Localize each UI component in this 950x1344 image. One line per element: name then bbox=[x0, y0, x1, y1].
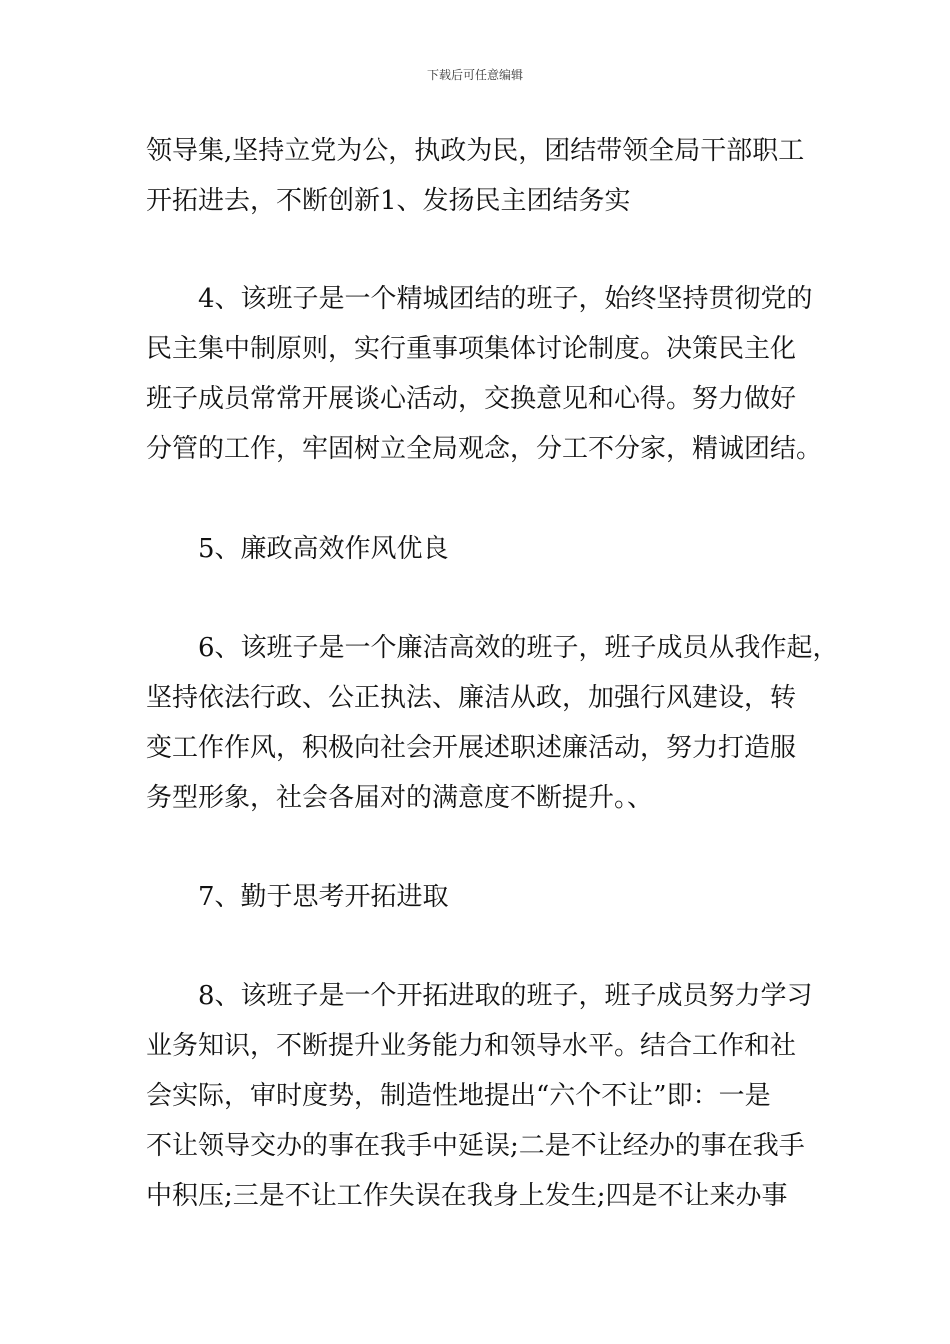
paragraph-line: 7、勤于思考开拓进取 bbox=[198, 882, 449, 912]
paragraph-line: 6、该班子是一个廉洁高效的班子，班子成员从我作起， bbox=[198, 633, 839, 663]
paragraph-line: 开拓进去，不断创新1、发扬民主团结务实 bbox=[146, 186, 631, 216]
paragraph-line: 会实际，审时度势，制造性地提出“六个不让”即：一是 bbox=[146, 1081, 771, 1111]
paragraph-2 bbox=[146, 274, 823, 474]
paragraph-line: 8、该班子是一个开拓进取的班子，班子成员努力学习 bbox=[198, 981, 813, 1011]
paragraph-line: 班子成员常常开展谈心活动，交换意见和心得。努力做好 bbox=[146, 384, 797, 414]
paragraph-8 bbox=[146, 971, 811, 1221]
paragraph-line: 务型形象，社会各届对的满意度不断提升。、 bbox=[146, 783, 654, 813]
paragraph-line: 变工作作风，积极向社会开展述职述廉活动，努力打造服 bbox=[146, 733, 797, 763]
paragraph-line: 4、该班子是一个精城团结的班子，始终坚持贯彻党的 bbox=[198, 284, 813, 314]
paragraph-line: 民主集中制原则，实行重事项集体讨论制度。决策民主化 bbox=[146, 334, 797, 364]
paragraph-line: 不让领导交办的事在我手中延误;二是不让经办的事在我手 bbox=[146, 1131, 805, 1161]
paragraph-1 bbox=[146, 126, 811, 226]
paragraph-line: 5、廉政高效作风优良 bbox=[198, 534, 449, 564]
paragraph-line: 业务知识，不断提升业务能力和领导水平。结合工作和社 bbox=[146, 1031, 797, 1061]
paragraph-line: 领导集,坚持立党为公，执政为民，团结带领全局干部职工 bbox=[146, 136, 805, 166]
paragraph-line: 坚持依法行政、公正执法、廉洁从政，加强行风建设，转 bbox=[146, 683, 797, 713]
page-header: 下载后可任意编辑 bbox=[426, 68, 523, 82]
section-heading-7 bbox=[146, 872, 811, 922]
paragraph-line: 分管的工作，牢固树立全局观念，分工不分家，精诚团结。 bbox=[146, 434, 823, 464]
section-heading-5 bbox=[146, 524, 811, 574]
paragraph-6 bbox=[146, 623, 839, 823]
paragraph-line: 中积压;三是不让工作失误在我身上发生;四是不让来办事 bbox=[146, 1181, 788, 1211]
